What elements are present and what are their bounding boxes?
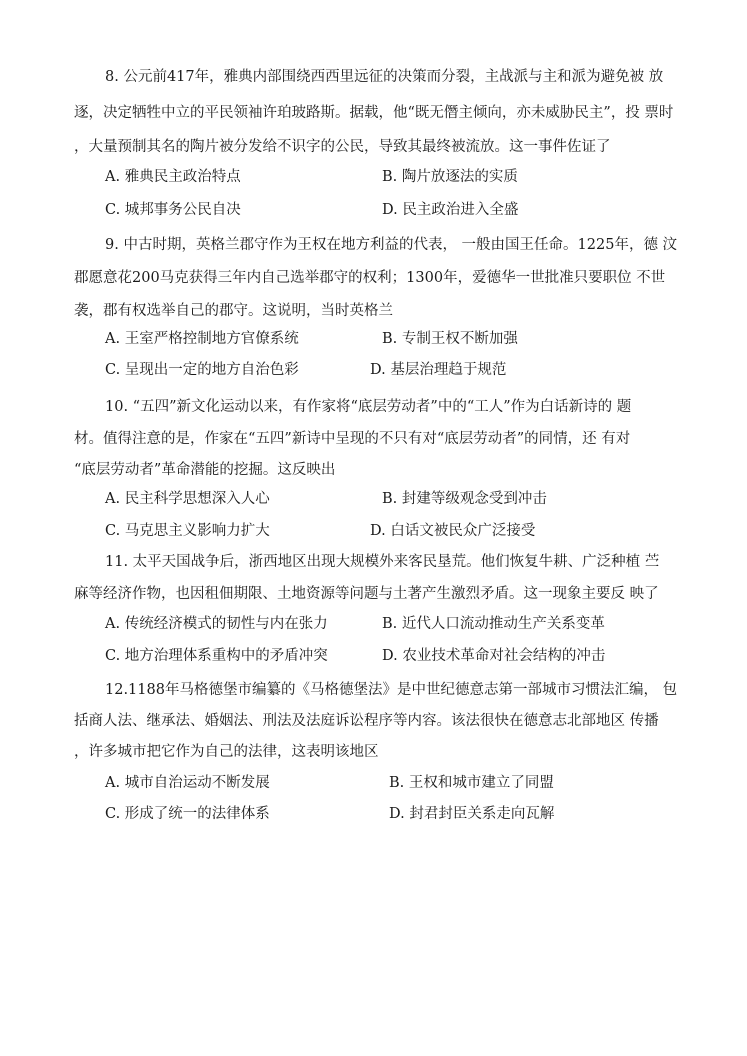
question-text-line: 9. 中古时期，英格兰郡守作为王权在地方利益的代表， 一般由国王任命。1225年，德 汶 (105, 237, 678, 253)
option-d: D. 农业技术革命对社会结构的冲击 (382, 648, 606, 664)
option-a: A. 雅典民主政治特点 (105, 169, 241, 185)
question-text-line: ，许多城市把它作为自己的法律，这表明该地区 (74, 744, 379, 760)
option-a: A. 民主科学思想深入人心 (105, 491, 270, 507)
option-b: B. 王权和城市建立了同盟 (389, 775, 554, 791)
option-b: B. 陶片放逐法的实质 (382, 169, 518, 185)
question-text-line: 郡愿意花200马克获得三年内自己选举郡守的权利；1300年，爱德华一世批准只要职位 不世 (74, 270, 666, 286)
option-c: C. 城邦事务公民自决 (105, 202, 241, 218)
option-b: B. 近代人口流动推动生产关系变革 (382, 616, 605, 632)
question-text-line: 括商人法、继承法、婚姻法、刑法及法庭诉讼程序等内容。该法很快在德意志北部地区 传播 (74, 713, 659, 729)
option-b: B. 封建等级观念受到冲击 (382, 491, 547, 507)
option-a: A. 城市自治运动不断发展 (105, 775, 270, 791)
question-text-line: 10. “五四”新文化运动以来，有作家将“底层劳动者”中的“工人”作为白话新诗的 题 (105, 399, 632, 415)
option-c: C. 马克思主义影响力扩大 (105, 523, 270, 539)
question-text-line: 材。值得注意的是，作家在“五四”新诗中呈现的不只有对“底层劳动者”的同情，还 有对 (74, 431, 631, 447)
option-d: D. 白话文被民众广泛接受 (370, 523, 536, 539)
question-text-line: 逐，决定牺牲中立的平民领袖许珀玻路斯。据载，他“既无僭主倾向，亦未威胁民主”，投 票时 (74, 105, 674, 121)
option-c: C. 形成了统一的法律体系 (105, 806, 270, 822)
question-text-line: 袭，郡有权选举自己的郡守。这说明，当时英格兰 (74, 303, 393, 319)
question-text-line: 11. 太平天国战争后，浙西地区出现大规模外来客民垦荒。他们恢复牛耕、广泛种植 苎 (105, 554, 660, 570)
option-d: D. 封君封臣关系走向瓦解 (389, 806, 555, 822)
question-text-line: 8. 公元前417年，雅典内部围绕西西里远征的决策而分裂，主战派与主和派为避免被 放 (105, 69, 664, 85)
option-d: D. 基层治理趋于规范 (370, 362, 507, 378)
question-text-line: 麻等经济作物，也因租佃期限、土地资源等问题与土著产生激烈矛盾。这一现象主要反 映了 (74, 586, 659, 602)
option-d: D. 民主政治进入全盛 (382, 202, 519, 218)
option-a: A. 王室严格控制地方官僚系统 (105, 331, 299, 347)
question-text-line: 12.1188年马格德堡市编纂的《马格德堡法》是中世纪德意志第一部城市习惯法汇编， 包 (105, 682, 678, 698)
option-b: B. 专制王权不断加强 (382, 331, 518, 347)
option-a: A. 传统经济模式的韧性与内在张力 (105, 616, 328, 632)
question-text-line: “底层劳动者”革命潜能的挖掘。这反映出 (74, 462, 336, 478)
option-c: C. 呈现出一定的地方自治色彩 (105, 362, 299, 378)
question-text-line: ，大量预制其名的陶片被分发给不识字的公民，导致其最终被流放。这一事件佐证了 (74, 139, 611, 155)
option-c: C. 地方治理体系重构中的矛盾冲突 (105, 648, 328, 664)
